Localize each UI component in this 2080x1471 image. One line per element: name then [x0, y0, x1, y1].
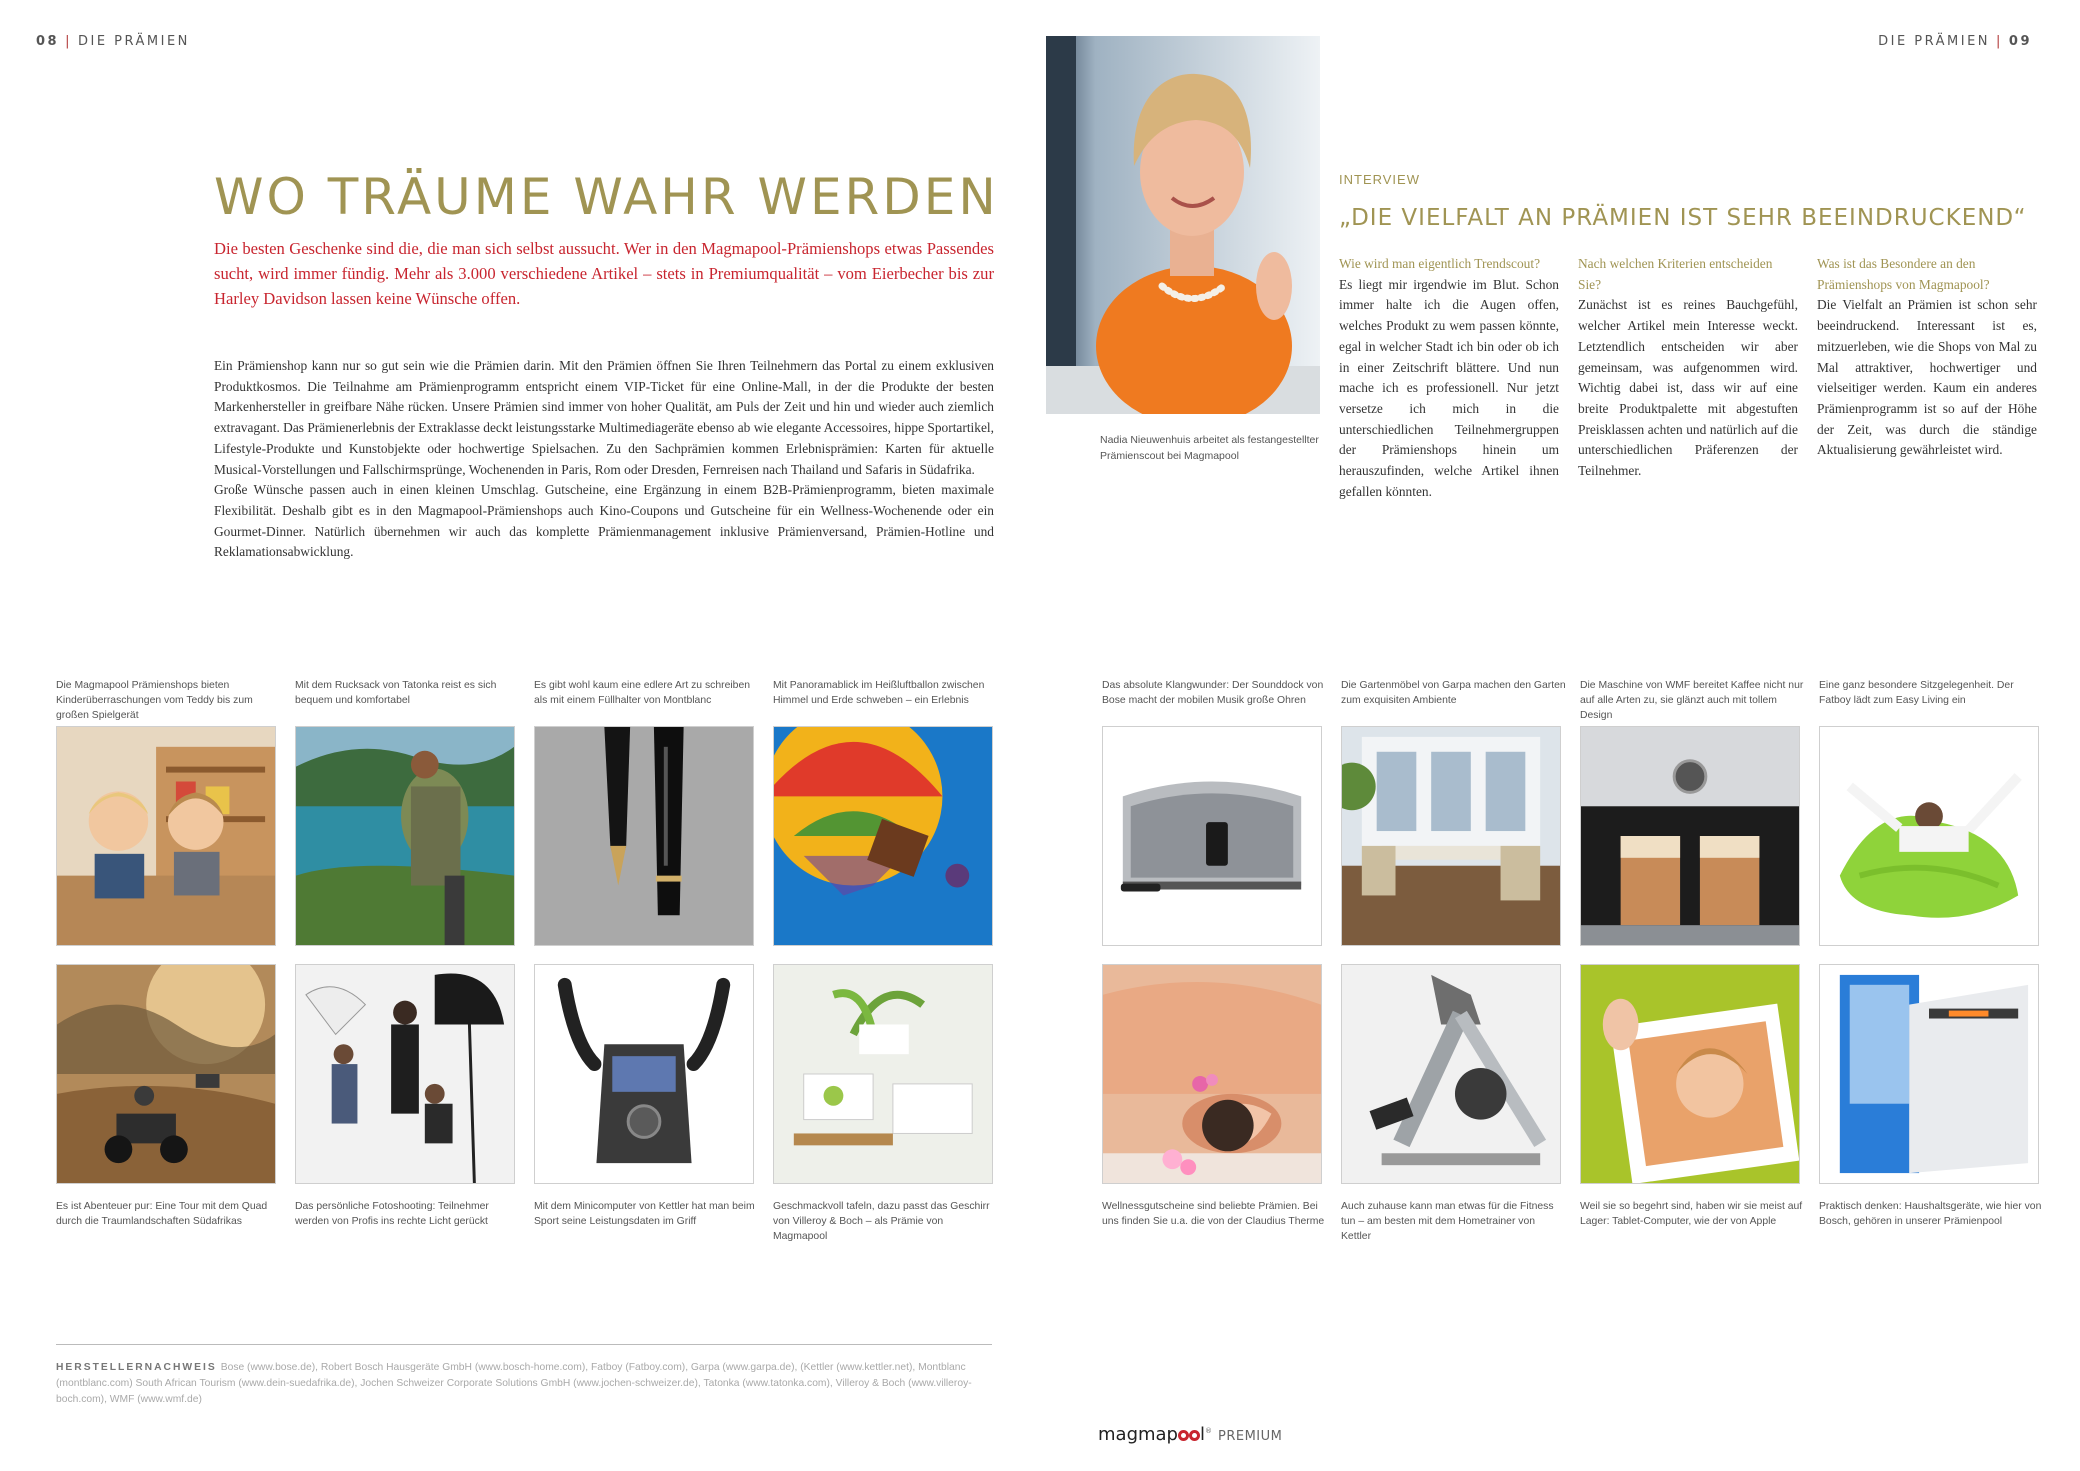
photo-caption-garden: Die Gartenmöbel von Garpa machen den Garten zum exquisiten Ambiente: [1341, 680, 1566, 706]
interview-question: Nach welchen Kriterien entscheiden Sie?: [1578, 256, 1773, 292]
logo-premium-label: PREMIUM: [1218, 1429, 1283, 1444]
interview-question: Wie wird man eigentlich Trendscout?: [1339, 256, 1541, 271]
photo-garden-furniture: [1341, 726, 1561, 946]
photo-caption-coffee: Die Maschine von WMF bereitet Kaffee nicht nur auf alle Arten zu, sie glänzt auch mit tollem Design: [1580, 680, 1804, 721]
photo-tablet: [1580, 964, 1800, 1184]
photo-caption-quad: Es ist Abenteuer pur: Eine Tour mit dem Quad durch die Traumlandschaften Südafrikas: [56, 1201, 268, 1227]
interview-answer: Die Vielfalt an Prämien ist schon sehr beeindruckend. Interessant ist es, mitzuerleben, wie die Shops von Mal zu Mal attraktiver, hochwertiger und vielseitiger werden. Kaum ein anderes Prämienprogramm ist so auf der Höhe der Zeit, was durch die ständige Aktualisierung gewährleistet wird.: [1817, 297, 2037, 458]
photo-kids: [56, 726, 276, 946]
page-number-left: 08: [36, 34, 60, 49]
portrait-photo: [1046, 36, 1320, 414]
interview-question: Was ist das Besondere an den Prämienshops von Magmapool?: [1817, 256, 1990, 292]
credits: [56, 1360, 996, 1408]
photo-caption-tablet: Weil sie so begehrt sind, haben wir sie meist auf Lager: Tablet-Computer, wie der von Apple: [1580, 1201, 1803, 1227]
photo-villeroy-tableware: [773, 964, 993, 1184]
photo-caption-hometrainer: Auch zuhause kann man etwas für die Fitness tun – am besten mit dem Hometrainer von Kettler: [1341, 1201, 1554, 1242]
credits-label: HERSTELLERNACHWEIS: [56, 1362, 217, 1373]
magmapool-logo: magmap l® PREMIUM: [1098, 1424, 1283, 1445]
photo-fountain-pen: [534, 726, 754, 946]
interview-answer: Zunächst ist es reines Bauchgefühl, welcher Artikel mein Interesse weckt. Letztendlich entscheiden wir aber gemeinsam, was aufgenommen wird. Wichtig dabei ist, dass wir auf eine breite Produktpalette mit abgestuften Preisklassen achten und natürlich auf die unterschiedlichen Präferenzen der Teilnehmer.: [1578, 297, 1798, 479]
photo-fotoshooting: [295, 964, 515, 1184]
photo-dishwasher: [1819, 964, 2039, 1184]
interview-column: [1817, 254, 2037, 461]
page-header-right: DIE PRÄMIEN | 09: [1878, 34, 2032, 49]
photo-fatboy: [1819, 726, 2039, 946]
interview-column: [1339, 254, 1559, 502]
page-number-right: 09: [2008, 34, 2032, 49]
page-header-left: 08 | DIE PRÄMIEN: [36, 34, 190, 49]
photo-caption-kids: Die Magmapool Prämienshops bieten Kinderüberraschungen vom Teddy bis zum großen Spielgerät: [56, 680, 253, 721]
logo-ring-icon: [1178, 1430, 1189, 1441]
credits-divider: [56, 1344, 992, 1345]
photo-caption-hiker: Mit dem Rucksack von Tatonka reist es sich bequem und komfortabel: [295, 680, 497, 706]
photo-hometrainer: [1341, 964, 1561, 1184]
photo-caption-balloon: Mit Panoramablick im Heißluftballon zwischen Himmel und Erde schweben – ein Erlebnis: [773, 680, 985, 706]
logo-ring-icon: [1189, 1430, 1200, 1441]
article-body: [214, 356, 994, 563]
article-title: WO TRÄUME WAHR WERDEN: [214, 168, 999, 226]
section-label-right: DIE PRÄMIEN: [1878, 34, 1991, 49]
photo-caption-villeroy: Geschmackvoll tafeln, dazu passt das Geschirr von Villeroy & Boch – als Prämie von Magmapool: [773, 1201, 990, 1242]
interview-title: „DIE VIELFALT AN PRÄMIEN IST SEHR BEEINDRUCKEND“: [1339, 205, 2027, 231]
article-paragraph: Ein Prämienshop kann nur so gut sein wie die Prämien darin. Mit den Prämien öffnen Sie Ihren Teilnehmern das Portal zu einem exklusiven Produktkosmos. Die Teilnahme am Prämienprogramm entspricht einem VIP-Ticket für eine Online-Mall, in der die Produkte der besten Markenhersteller in greifbare Nähe rücken. Unsere Prämien sind immer von hoher Qualität, am Puls der Zeit und hin und wieder auch ziemlich extravagant. Das Prämienerlebnis der Extraklasse deckt leistungsstarke Multimediageräte ebenso ab wie elegante Accessoires, hippe Sportartikel, Lifestyle-Produkte und Kunstobjekte oder hochwertige Spielsachen. Zu den Sachprämien kommen Erlebnisprämien: Karten für aktuelle Musical-Vorstellungen und Fallschirmsprünge, Wochenenden in Paris, Rom oder Dresden, Fernreisen nach Thailand und Safaris in Südafrika.: [214, 358, 994, 477]
photo-caption-dishwasher: Praktisch denken: Haushaltsgeräte, wie hier von Bosch, gehören in unserer Prämienpool: [1819, 1201, 2042, 1227]
interview-answer: Es liegt mir irgendwie im Blut. Schon immer halte ich die Augen offen, welches Produkt zu wem passen könnte, egal in welcher Stadt ich bin oder ob ich in einer Zeitschrift blättere. Und nun mache ich es professionell. Nur jetzt versetze ich mich in die unterschiedlichen Teilnehmergruppen der Prämienshops hinein um herauszufinden, welche Artikel ihnen gefallen könnten.: [1339, 276, 1559, 499]
photo-quad-tour: [56, 964, 276, 1184]
photo-coffee-machine: [1580, 726, 1800, 946]
photo-caption-sounddock: Das absolute Klangwunder: Der Sounddock von Bose macht der mobilen Musik große Ohren: [1102, 680, 1324, 706]
photo-caption-wellness: Wellnessgutscheine sind beliebte Prämien. Bei uns finden Sie u.a. die von der Claudius Therme: [1102, 1201, 1325, 1227]
photo-caption-kettler: Mit dem Minicomputer von Kettler hat man beim Sport seine Leistungsdaten im Griff: [534, 1201, 755, 1227]
portrait-caption: Nadia Nieuwenhuis arbeitet als festangestellter Prämienscout bei Magmapool: [1100, 434, 1319, 462]
photo-wellness: [1102, 964, 1322, 1184]
article-paragraph: Große Wünsche passen auch in einen kleinen Umschlag. Gutscheine, eine Ergänzung in einem B2B-Prämienprogramm, bieten maximale Flexibilität. Deshalb gibt es in den Magmapool-Prämienshops auch Kino-Coupons und Gutscheine für ein Wellness-Wochenende oder ein Gourmet-Dinner. Natürlich übernehmen wir auch das komplette Prämienmanagement inklusive Prämienversand, Prämien-Hotline und Reklamationsabwicklung.: [214, 482, 994, 560]
photo-hiker: [295, 726, 515, 946]
section-label-left: DIE PRÄMIEN: [77, 34, 190, 49]
article-lead: Die besten Geschenke sind die, die man sich selbst aussucht. Wer in den Magmapool-Prämienshops etwas Passendes sucht, wird immer fündig. Mehr als 3.000 verschiedene Artikel – stets in Premiumqualität – vom Eierbecher bis zur Harley Davidson lassen keine Wünsche offen.: [214, 239, 994, 308]
interview-label: INTERVIEW: [1339, 172, 1420, 187]
interview-column: [1578, 254, 1798, 482]
photo-caption-fatboy: Eine ganz besondere Sitzgelegenheit. Der Fatboy lädt zum Easy Living ein: [1819, 680, 2014, 706]
photo-caption-fotoshooting: Das persönliche Fotoshooting: Teilnehmer werden von Profis ins rechte Licht gerückt: [295, 1201, 489, 1227]
photo-kettler-computer: [534, 964, 754, 1184]
photo-hot-air-balloon: [773, 726, 993, 946]
credits-text: Bose (www.bose.de), Robert Bosch Hausgeräte GmbH (www.bosch-home.com), Fatboy (Fatboy.com), Garpa (www.garpa.de), (Kettler (www.kettler.net), Montblanc (montblanc.com) South African Tourism (www.dein-suedafrika.de), Jochen Schweizer Corporate Solutions GmbH (www.jochen-schweizer.de), Tatonka (www.tatonka.com), Villeroy & Boch (www.villeroy-boch.com), WMF (www.wmf.de): [56, 1362, 972, 1405]
photo-sounddock: [1102, 726, 1322, 946]
photo-caption-pen: Es gibt wohl kaum eine edlere Art zu schreiben als mit einem Füllhalter von Montblanc: [534, 680, 751, 706]
